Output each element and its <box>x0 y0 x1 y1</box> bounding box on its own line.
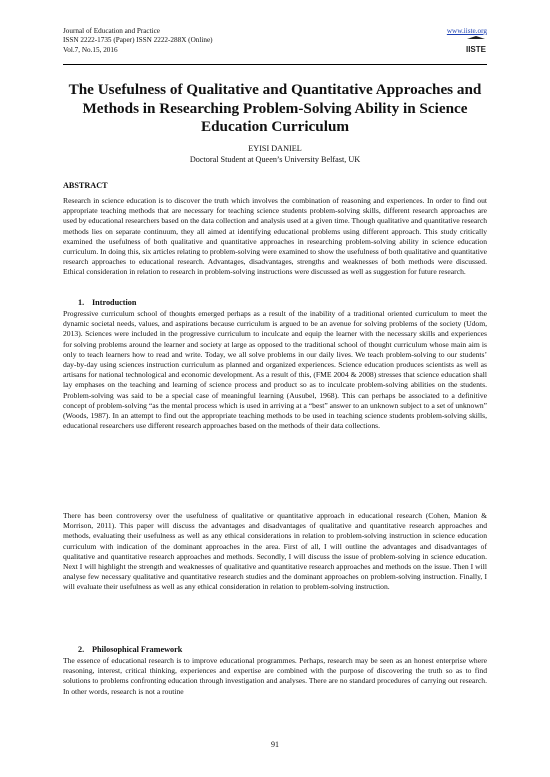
section-1-title: Introduction <box>92 298 137 307</box>
section-2-heading <box>78 645 182 655</box>
page-number: 91 <box>271 740 279 749</box>
journal-name: Journal of Education and Practice <box>63 27 160 35</box>
volume-line: Vol.7, No.15, 2016 <box>63 45 118 54</box>
svg-text:IISTE: IISTE <box>465 45 487 54</box>
article-title: The Usefulness of Qualitative and Quantitative Approaches and Methods in Researching Problem-Solving Ability in Science Education Curriculum <box>68 81 482 135</box>
abstract-heading: ABSTRACT <box>63 181 108 190</box>
issn-line: ISSN 2222-1735 (Paper) ISSN 2222-288X (Online) <box>63 36 213 45</box>
author-affiliation: Doctoral Student at Queen’s University Belfast, UK <box>189 155 361 164</box>
journal-url-link[interactable]: www.iiste.org <box>446 27 487 35</box>
iiste-logo <box>465 36 487 56</box>
intro-paragraph-1: Progressive curriculum school of thoughts emerged perhaps as a result of the inability of a traditional oriented curriculum to meet the dynamic societal needs, values, and aspirations because curriculum is argued to be an avenue for solving problems of the society (Udom, 2013). Sciences were included in the progressive curriculum to inculcate and equip the learner with the necessary skills and experiences for solving problems around the learner and society at large as opposed to the traditional school of thought curriculum whose main aim is only to teach learners how to read and write. Today, we all solve problems in our daily lives. We teach problem-solving to our students’ day-by-day using sciences instruction curriculum as planned and organized experiences. Science education produces scientists as well as artisans for national technological and economic development. As a result of this, (FME 2004 & 2008) stresses that science education shall lay emphases on the teaching and learning of science process and product so as to inculcate problem-solving abilities on the students. Problem-solving was said to be a special case of meaningful learning (Ausubel, 1968). This can perhaps be associated to a definitive concept of problem-solving “as the mental process which is used in arriving at a “best” answer to an unknown subject to a set of unknown” (Woods, 1987). In an attempt to find out the appropriate teaching methods to be used in teaching science students problem-solving skills, educational researchers use different research approaches based on the methods of their data collections. <box>63 309 487 431</box>
section-2-number: 2. <box>78 645 85 654</box>
framework-paragraph-1: The essence of educational research is to improve educational programmes. Perhaps, research may be seen as an honest enterprise where reasoning, interest, critical thinking, experiences and expertise are combined with the purpose of discovering the truth so as to find solutions to problems confronting education through investigation and analyses. There are no standard procedures of carrying out research. In other words, research is not a routine <box>63 656 487 696</box>
author-name: EYISI DANIEL <box>248 144 302 153</box>
header-rule <box>63 64 487 65</box>
section-2-title: Philosophical Framework <box>92 645 183 654</box>
running-header <box>63 27 487 55</box>
section-1-heading <box>78 298 136 308</box>
section-1-number: 1. <box>78 298 85 307</box>
abstract-text: Research in science education is to discover the truth which involves the combination of reasoning and experiences. In order to find out appropriate teaching methods that are necessary for teaching science students problem-solving skills, different research approaches are used by educational researchers based on the data collection and analysis used at a given time. Though qualitative and quantitative research methods lies on separate continuum, they all aimed at identifying educational problems using different approach. This study critically examined the usefulness of both qualitative and quantitative approaches in researching problem-solving ability in science education curriculum. In doing this, six articles relating to problem-solving were examined to show the usefulness of both qualitative and quantitative research approaches to educational research. Advantages, disadvantages, strengths and weaknesses of both methods were discussed. Ethical consideration in relation to research in problem-solving instructions were discussed as well as suggestion for future research. <box>63 196 487 277</box>
intro-paragraph-2: There has been controversy over the usefulness of qualitative or quantitative approach in educational research (Cohen, Manion & Morrison, 2011). This paper will discuss the advantages and disadvantages of qualitative and quantitative research approaches and methods, evaluating their usefulness as well as any ethical considerations in relation to problem-solving instruction in science education curriculum with indication of the dominant approaches in the area. First of all, I will outline the advantages and disadvantages of qualitative and quantitative research approaches and methods. Secondly, I will discuss the issue of problem-solving in science education. Next I will highlight the strength and weaknesses of qualitative and quantitative research approaches and methods on the issue. Then I will analyse few necessary qualitative and quantitative research studies and the dominant approaches on problem-solving instruction. Finally, I will evaluate their usefulness as well as any ethical consideration in relation to problem-solving instruction. <box>63 511 487 592</box>
